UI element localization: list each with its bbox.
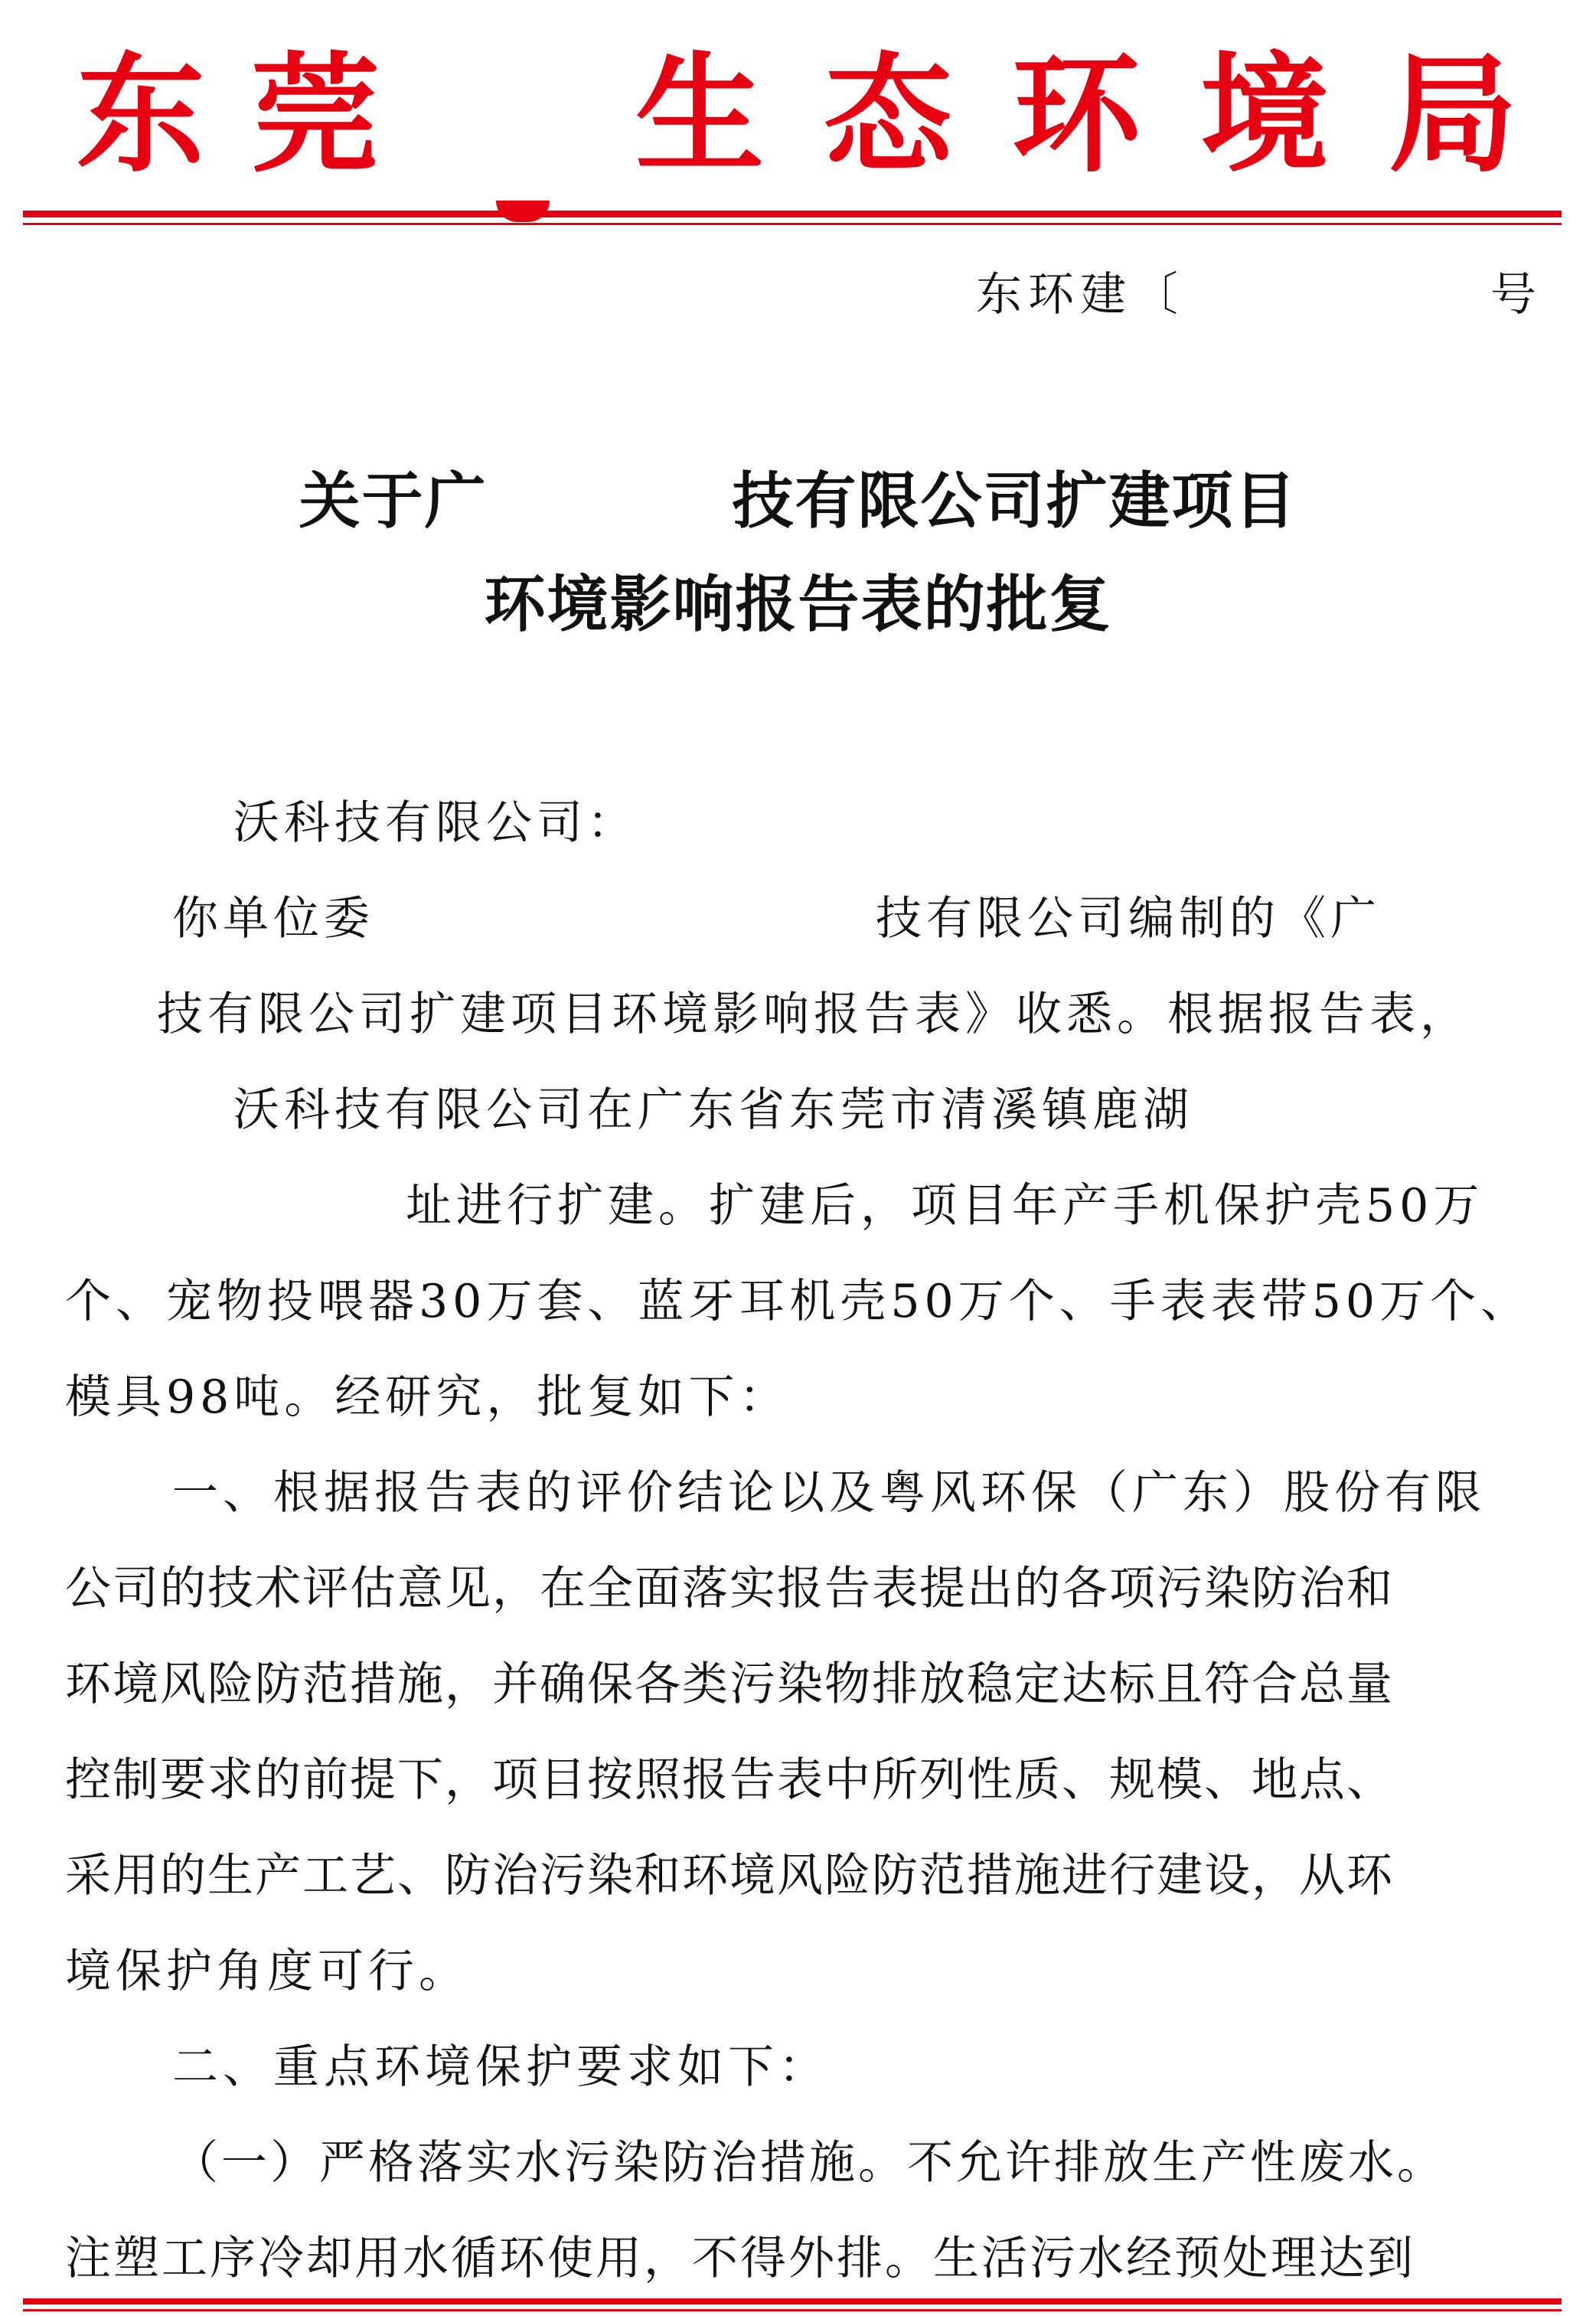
paragraph-1-line-4: 址进行扩建。扩建后，项目年产手机保护壳50万 [406, 1179, 1484, 1233]
document-title-line-1 [0, 463, 1596, 540]
section-2-item-1-line-1: （一）严格落实水污染防治措施。不允许排放生产性废水。 [172, 2136, 1446, 2190]
addressee: 沃科技有限公司： [233, 796, 638, 850]
section-1-line-2: 公司的技术评估意见，在全面落实报告表提出的各项污染防治和 [65, 1562, 1394, 1615]
document-number [976, 264, 1542, 325]
section-1-line-1: 一、根据报告表的评价结论以及粤风环保（广东）股份有限 [172, 1466, 1486, 1520]
masthead [0, 27, 1596, 190]
section-1-line-4: 控制要求的前提下，项目按照报告表中所列性质、规模、地点、 [65, 1753, 1394, 1807]
section-1-line-3: 环境风险防范措施，并确保各类污染物排放稳定达标且符合总量 [65, 1658, 1394, 1711]
header-rule-thin [23, 223, 1562, 225]
title-line-1-end: 技有限公司扩建项目 [732, 465, 1297, 537]
paragraph-1-line-1-b: 技有限公司编制的《广 [876, 892, 1381, 946]
seal-notch-icon [496, 201, 550, 222]
paragraph-1-line-2: 技有限公司扩建项目环境影响报告表》收悉。根据报告表， [157, 988, 1470, 1041]
title-line-1-start: 关于广 [299, 465, 488, 537]
document-number-suffix: 号 [1490, 268, 1542, 322]
paragraph-1-line-5: 个、宠物投喂器30万套、蓝牙耳机壳50万个、手表表带50万个、 [65, 1275, 1532, 1328]
masthead-org-bureau: 生态环境局 [635, 40, 1577, 190]
document-number-prefix: 东环建〔 [976, 268, 1184, 322]
paragraph-1-line-3: 沃科技有限公司在广东省东莞市清溪镇鹿湖 [233, 1083, 1193, 1137]
paragraph-1-line-1-a: 你单位委 [172, 892, 374, 946]
paragraph-1-line-1 [172, 888, 1381, 949]
section-2-item-1-line-2: 注塑工序冷却用水循环使用，不得外排。生活污水经预处理达到 [65, 2232, 1415, 2285]
section-2-heading: 二、重点环境保护要求如下： [172, 2040, 829, 2094]
section-1-line-6: 境保护角度可行。 [65, 1945, 469, 1998]
header-rule-thick [23, 211, 1562, 217]
paragraph-1-line-6: 模具98吨。经研究，批复如下： [65, 1370, 790, 1424]
document-title-line-2: 环境影响报告表的批复 [484, 569, 1112, 640]
section-1-line-5: 采用的生产工艺、防治污染和环境风险防范措施进行建设，从环 [65, 1849, 1394, 1903]
footer-rule-thin [23, 2309, 1562, 2311]
footer-rule-thick [23, 2298, 1562, 2305]
masthead-org-city: 东莞 [77, 40, 426, 190]
